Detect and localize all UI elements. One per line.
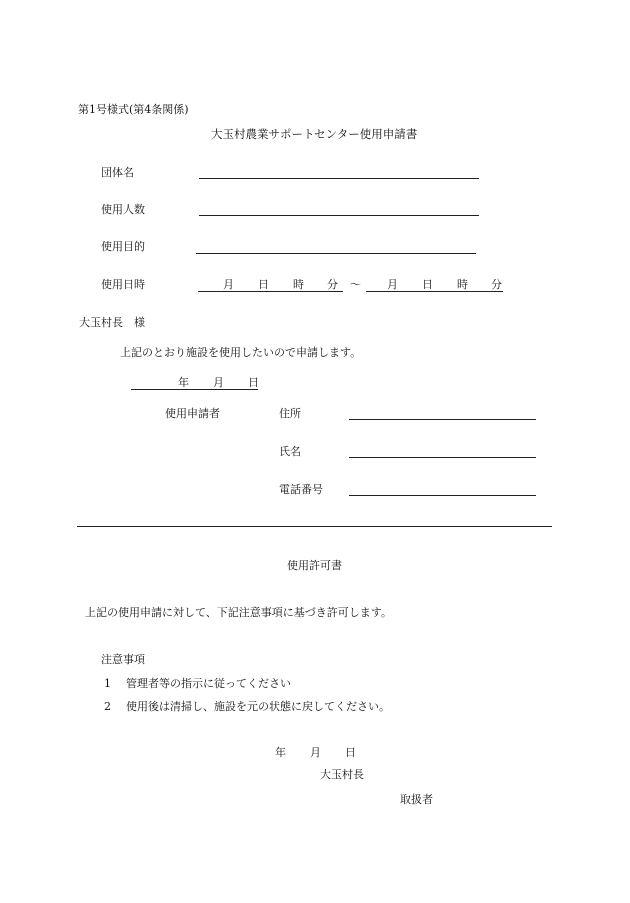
address-input-line[interactable] [349, 419, 536, 420]
request-date-line[interactable] [131, 389, 258, 390]
form-title: 大玉村農業サポートセンター使用申請書 [211, 127, 418, 141]
phone-input-line[interactable] [349, 495, 536, 496]
note-2-number: 2 [104, 700, 111, 713]
request-year-unit: 年 [178, 376, 189, 389]
handler: 取扱者 [400, 793, 433, 806]
num-users-input-line[interactable] [199, 215, 479, 216]
permit-month-unit: 月 [310, 746, 321, 759]
applicant-label: 使用申請者 [165, 407, 220, 420]
addressee: 大玉村長 様 [79, 316, 145, 329]
purpose-label: 使用目的 [101, 240, 145, 253]
address-label: 住所 [279, 407, 301, 420]
start-month-unit: 月 [223, 278, 234, 291]
permit-title: 使用許可書 [287, 559, 342, 572]
group-name-input-line[interactable] [199, 178, 479, 179]
note-1-number: 1 [104, 677, 111, 690]
num-users-label: 使用人数 [101, 203, 145, 216]
name-label: 氏名 [279, 445, 301, 458]
note-1-text: 管理者等の指示に従ってください [126, 677, 291, 690]
permit-day-unit: 日 [345, 746, 356, 759]
purpose-input-line[interactable] [196, 253, 476, 254]
phone-label: 電話番号 [279, 483, 323, 496]
datetime-label: 使用日時 [101, 278, 145, 291]
request-statement: 上記のとおり施設を使用したいので申請します。 [120, 346, 362, 359]
section-divider [77, 526, 552, 527]
end-minute-unit: 分 [491, 278, 502, 291]
request-day-unit: 日 [248, 376, 259, 389]
start-hour-unit: 時 [293, 278, 304, 291]
request-month-unit: 月 [213, 376, 224, 389]
end-day-unit: 日 [422, 278, 433, 291]
group-name-label: 団体名 [101, 166, 134, 179]
permit-statement: 上記の使用申請に対して、下記注意事項に基づき許可します。 [85, 606, 392, 619]
datetime-start-line[interactable] [198, 291, 343, 292]
note-2-text: 使用後は清掃し、施設を元の状態に戻してください。 [126, 700, 390, 713]
notes-heading: 注意事項 [101, 653, 145, 666]
end-month-unit: 月 [387, 278, 398, 291]
start-minute-unit: 分 [327, 278, 338, 291]
start-day-unit: 日 [258, 278, 269, 291]
end-hour-unit: 時 [457, 278, 468, 291]
form-number: 第1号様式(第4条関係) [78, 103, 189, 116]
permit-year-unit: 年 [275, 746, 286, 759]
name-input-line[interactable] [349, 457, 536, 458]
range-tilde: 〜 [350, 278, 361, 291]
issuer: 大玉村長 [320, 768, 364, 781]
